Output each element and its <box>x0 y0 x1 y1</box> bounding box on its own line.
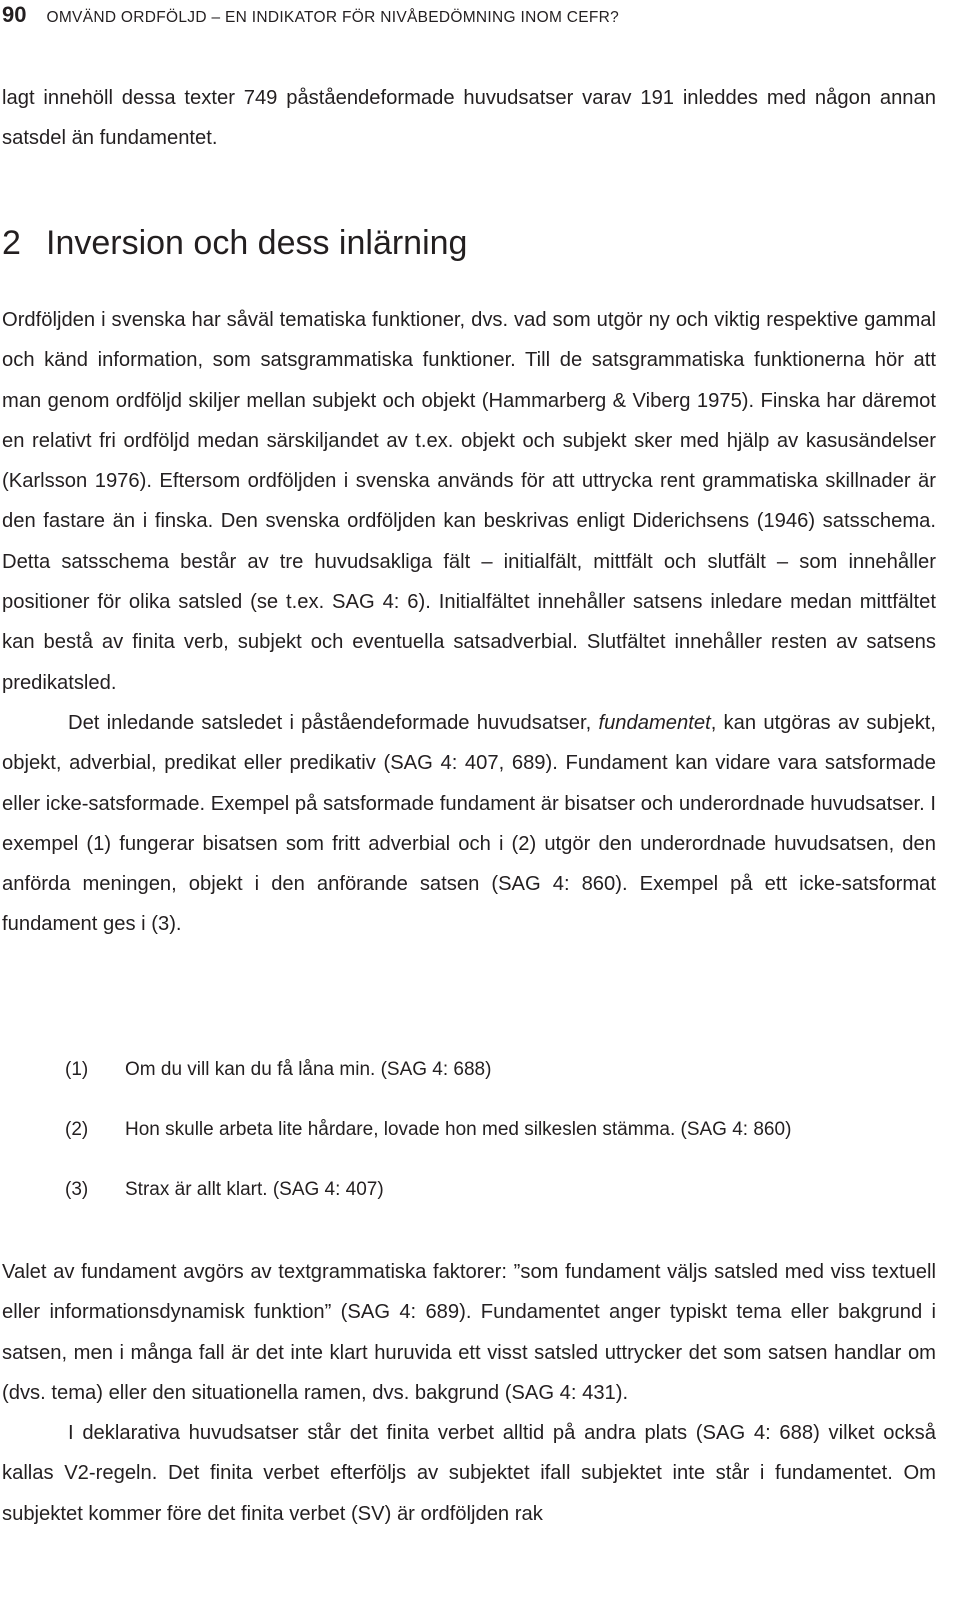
example-number: (1) <box>65 1059 89 1080</box>
example-list <box>2 1050 936 1230</box>
paragraph-2-text-start: Det inledande satsledet i påståendeformade huvudsatser, <box>68 711 599 734</box>
section-title: Inversion och dess inlärning <box>46 224 468 262</box>
section-heading <box>2 219 467 267</box>
running-header-title: OMVÄND ORDFÖLJD – EN INDIKATOR FÖR NIVÅBEDÖMNING INOM CEFR? <box>46 9 620 26</box>
example-text: Strax är allt klart. (SAG 4: 407) <box>125 1179 384 1200</box>
after-examples-paragraph-1: Valet av fundament avgörs av textgrammatiska faktorer: ”som fundament väljs satsled med viss textuell eller informationsdynamisk funktion” (SAG 4: 689). Fundamentet anger typiskt tema eller bakgrund i satsen, men i många fall är det inte klart huruvida ett visst satsled uttrycker det som satsen handlar om (dvs. tema) eller den situationella ramen, dvs. bakgrund (SAG 4: 431). <box>2 1261 936 1404</box>
section-paragraph-1: Ordföljden i svenska har såväl tematiska funktioner, dvs. vad som utgör ny och viktig respektive gammal och känd information, som satsgrammatiska funktioner. Till de satsgrammatiska funktionerna hör att man genom ordföljd skiljer mellan subjekt och objekt (Hammarberg & Viberg 1975). Finska har däremot en relativt fri ordföljd medan särskiljandet av t.ex. objekt och subjekt sker med hjälp av kasusändelser (Karlsson 1976). Eftersom ordföljden i svenska används för att uttrycka rent grammatiska skillnader är den fastare än i finska. Den svenska ordföljden kan beskrivas enligt Diderichsens (1946) satsschema. Detta satsschema består av tre huvudsakliga fält – initialfält, mittfält och slutfält – som innehåller positioner för olika satsled (se t.ex. SAG 4: 6). Initialfältet innehåller satsens inledare medan mittfältet kan bestå av finita verb, subjekt och eventuella satsadverbial. Slutfältet innehåller resten av satsens predikatsled. <box>2 309 936 694</box>
after-examples-paragraph-2: I deklarativa huvudsatser står det finita verbet alltid på andra plats (SAG 4: 688) vilket också kallas V2-regeln. Det finita verbet efterföljs av subjektet ifall subjektet inte står i fundamentet. Om subjektet kommer före det finita verbet (SV) är ordföljden rak <box>2 1422 936 1525</box>
example-text: Om du vill kan du få låna min. (SAG 4: 688) <box>125 1059 492 1080</box>
page-number: 90 <box>2 2 27 27</box>
section-paragraph-2 <box>2 703 936 945</box>
section-body <box>2 300 936 945</box>
paragraph-2-text-end: , kan utgöras av subjekt, objekt, adverbial, predikat eller predikativ (SAG 4: 407, 689). Fundament kan vidare vara satsformade eller icke-satsformade. Exempel på satsformade fundament är bisatser och underordnade huvudsatser. I exempel (1) fungerar bisatsen som fritt adverbial och i (2) utgör den underordnade huvudsatsen, den anförda meningen, objekt i den anförande satsen (SAG 4: 860). Exempel på ett icke-satsformat fundament ges i (3). <box>2 711 937 936</box>
example-item <box>2 1050 936 1110</box>
example-number: (2) <box>65 1119 89 1140</box>
example-item <box>2 1170 936 1230</box>
section-number: 2 <box>2 224 21 262</box>
example-number: (3) <box>65 1179 89 1200</box>
running-header <box>2 2 619 30</box>
italic-term-fundamentet: fundamentet <box>598 711 711 734</box>
example-item <box>2 1110 936 1170</box>
example-text: Hon skulle arbeta lite hårdare, lovade hon med silkeslen stämma. (SAG 4: 860) <box>125 1119 792 1140</box>
after-examples-body <box>2 1252 936 1534</box>
intro-paragraph: lagt innehöll dessa texter 749 påståendeformade huvudsatser varav 191 inleddes med någon annan satsdel än fundamentet. <box>2 87 936 150</box>
